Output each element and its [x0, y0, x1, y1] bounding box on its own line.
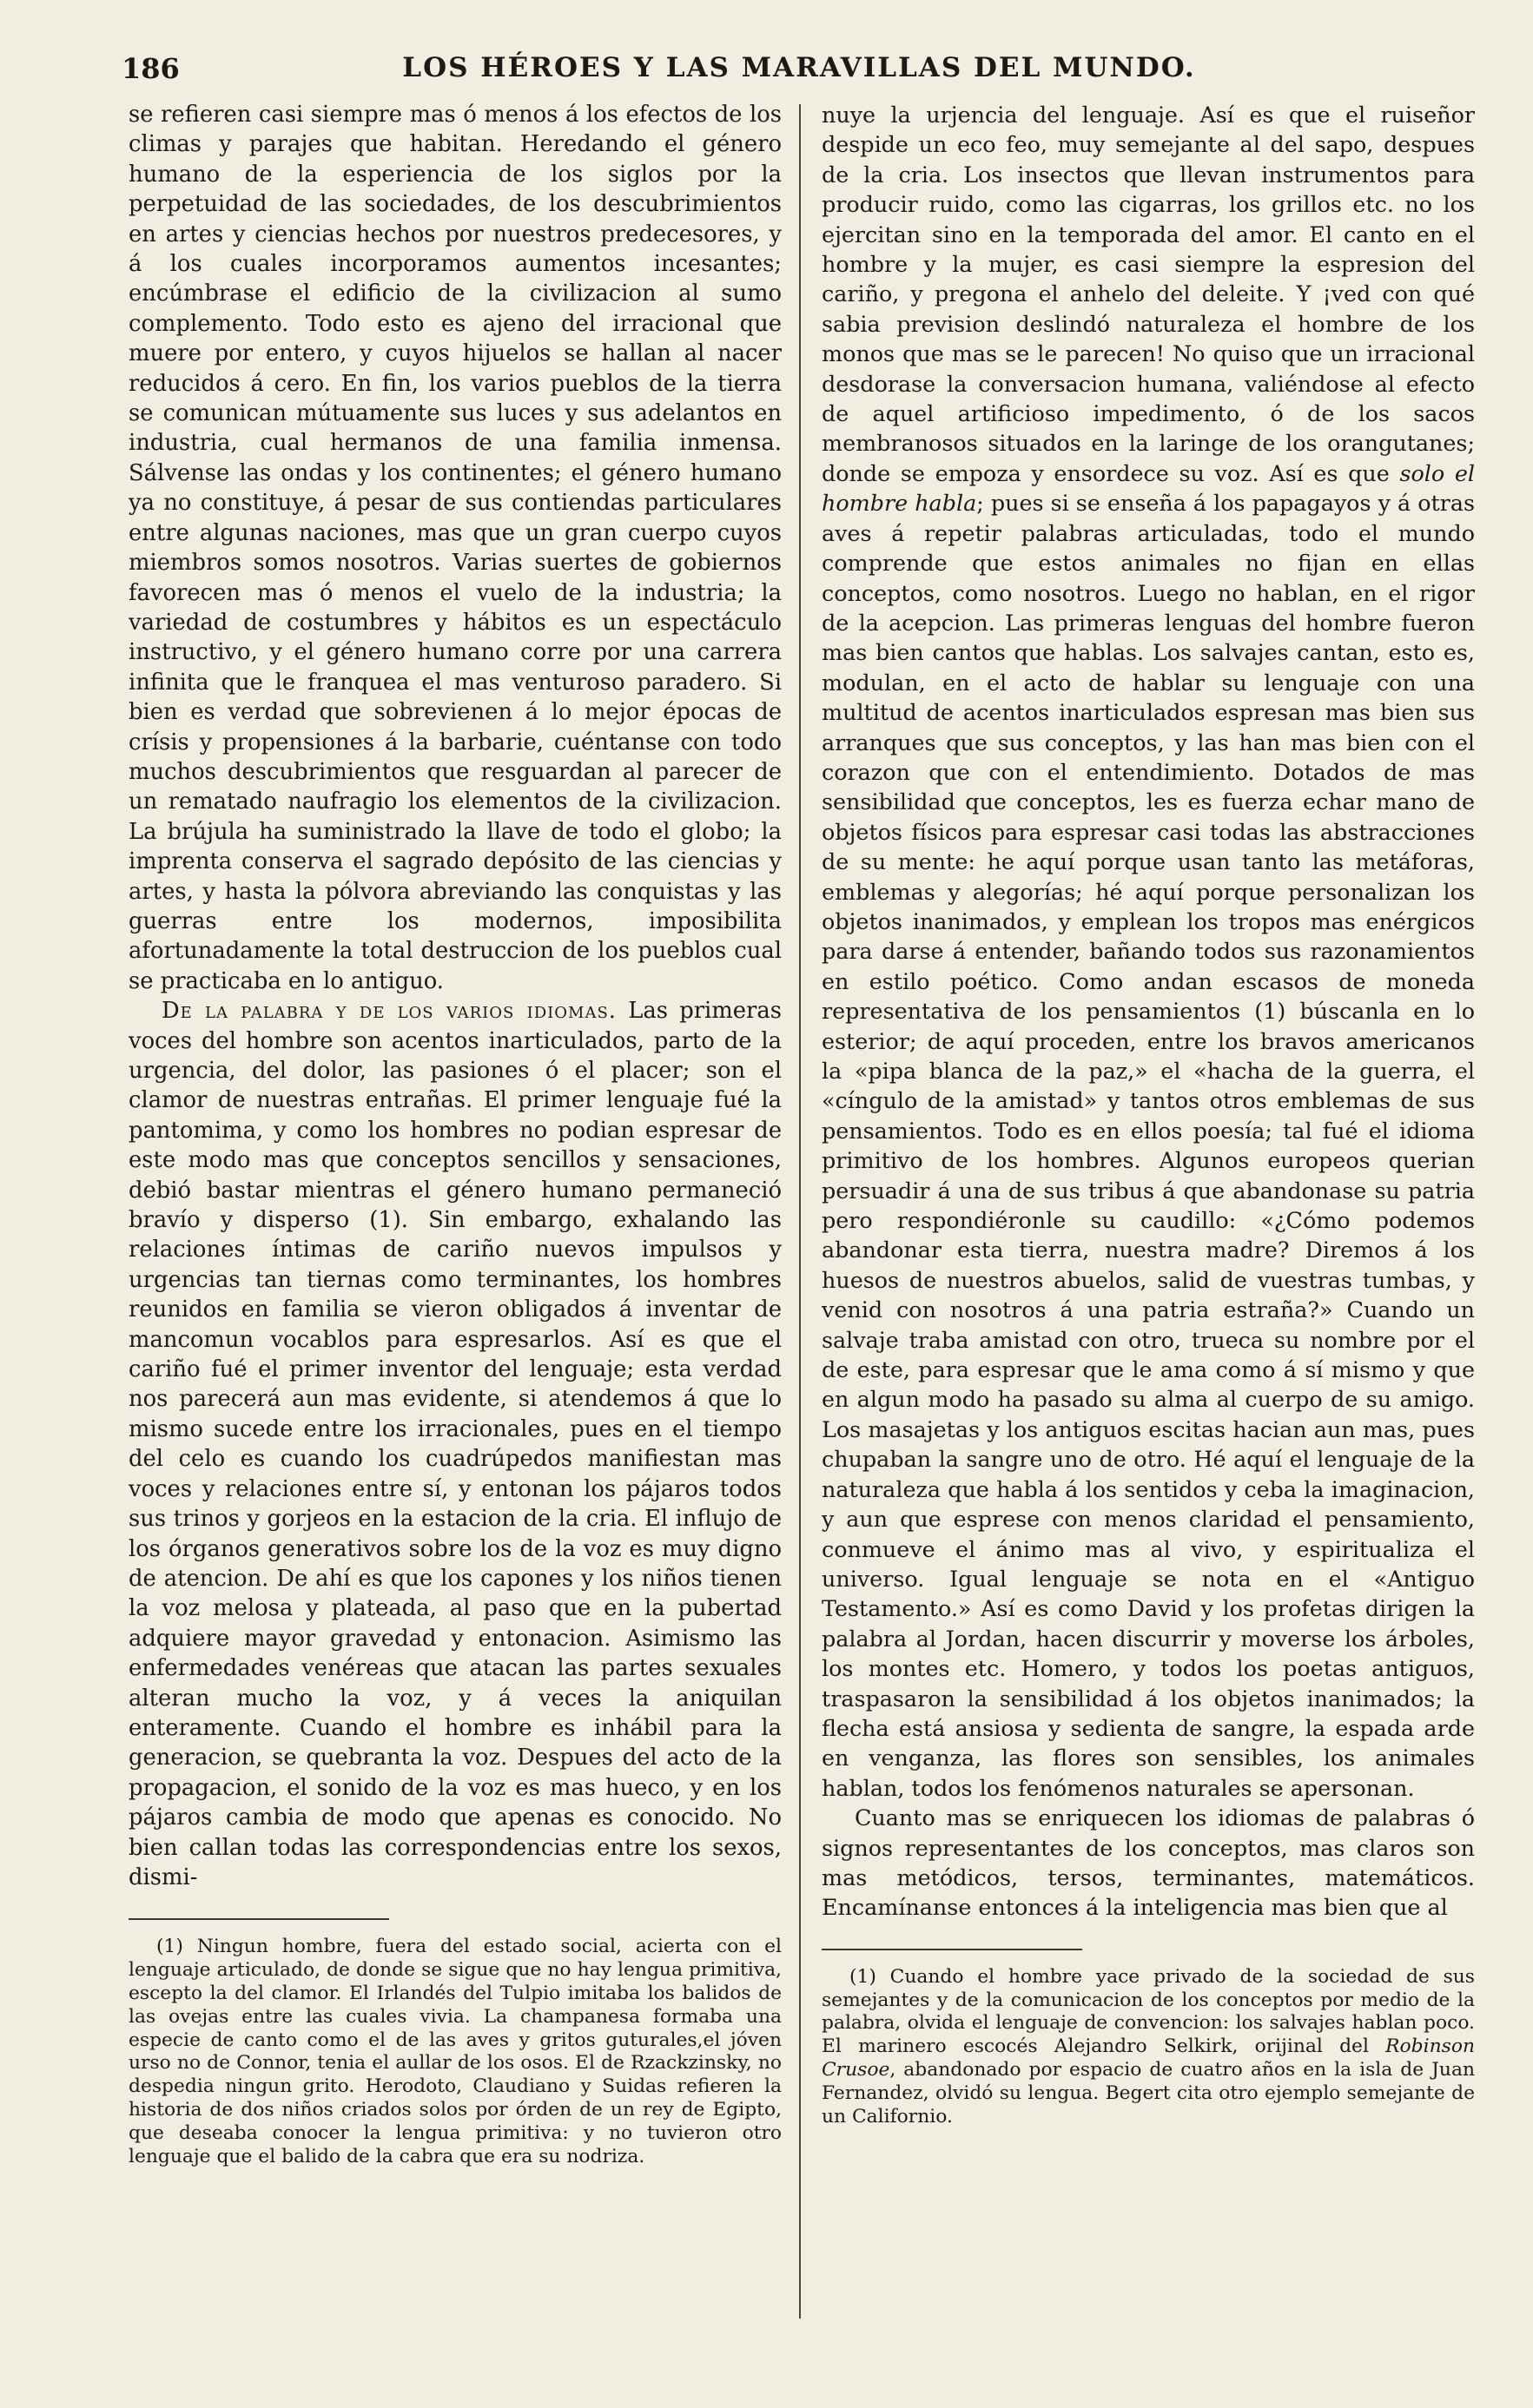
footnote-text: (1) Cuando el hombre yace privado de la sociedad de sus semejantes y de la comunicacion de los conceptos por medio de la palabra, olvida el lenguaje de convencion: los salvajes hablan poco. El marinero escocés Alejandro Selkirk, orijinal del [822, 1965, 1475, 2058]
paragraph-text: nuye la urjencia del lenguaje. Así es que el ruiseñor despide un eco feo, muy semejante al del sapo, despues de la cria. Los insectos que llevan instrumentos para producir ruido, como las cigarras, los grillos etc. no los ejercitan sino en la temporada del amor. El canto en el hombre y la mujer, es casi siempre la espresion del cariño, y pregona el anhelo del deleite. Y ¡ved con qué sabia prevision deslindó naturaleza el hombre de los monos que mas se le parecen! No quiso que un irracional desdorase la conversacion humana, valiéndose al efecto de aquel artificioso impedimento, ó de los sacos membranosos situados en la laringe de los orangutanes; donde se empoza y ensordece su voz. Así es que [822, 102, 1475, 486]
footnote-rule [822, 1949, 1082, 1950]
emphasis-text: Robinson Crusoe [822, 2035, 1475, 2081]
paragraph-text: ; pues si se enseña á los papagayos y á otras aves á repetir palabras articuladas, todo el mundo comprende que estos animales no fijan en ellas conceptos, como nosotros. Luego no hablan, en el rigor de la acepcion. Las primeras lenguas del hombre fueron mas bien cantos que hablas. Los salvajes cantan, esto es, modulan, en el acto de hablar su lenguaje con una multitud de acentos inarticulados espresan mas bien sus arranques que sus conceptos, y las han mas bien con el corazon que con el entendimiento. Dotados de mas sensibilidad que conceptos, les es fuerza echar mano de objetos físicos para espresar casi todas las abstracciones de su mente: he aquí porque usan tanto las metáforas, emblemas y alegorías; hé aquí porque personalizan los objetos inanimados, y emplean los tropos mas enérgicos para darse á entender, bañando todos sus razonamientos en estilo poético. Como andan escasos de moneda representativa de los pensamientos (1) búscanla en lo esterior; de aquí proceden, entre los bravos americanos la «pipa blanca de la paz,» el «hacha de la guerra, el «cíngulo de la amistad» y tantos otros emblemas de sus pensamientos. Todo es en ellos poesía; tal fué el idioma primitivo de los hombres. Algunos europeos querian persuadir á una de sus tribus á que abandonase su patria pero respondiéronle su caudillo: «¿Cómo podemos abandonar esta tierra, nuestra madre? Diremos á los huesos de nuestros abuelos, salid de vuestras tumbas, y venid con nosotros á una patria estraña?» Cuando un salvaje traba amistad con otro, trueca su nombre por el de este, para espresar que le ama como á sí mismo y que en algun modo ha pasado su alma al cuerpo de su amigo. Los masajetas y los antiguos escitas hacian aun mas, pues chupaban la sangre uno de otro. Hé aquí el lenguaje de la naturaleza que habla á los sentidos y ceba la imaginacion, y aun que esprese con menos claridad el pensamiento, conmueve el ánimo mas al vivo, y espiritualiza el universo. Igual lenguaje se nota en el «Antiguo Testamento.» Así es como David y los profetas dirigen la palabra al Jordan, hacen discurrir y moverse los árboles, los montes etc. Homero, y todos los poetas antiguos, traspasaron la sensibilidad á los objetos inanimados; la flecha está ansiosa y sedienta de sangre, la espada arde en venganza, las flores son sensibles, los animales hablan, todos los fenómenos naturales se apersonan. [822, 490, 1475, 1801]
running-title: LOS HÉROES Y LAS MARAVILLAS DEL MUNDO. [402, 52, 1196, 83]
paragraph-text: Las primeras voces del hombre son acentos inarticulados, parto de la urgencia, del dolor, las pasiones ó el placer; son el clamor de nuestras entrañas. El primer lenguaje fué la pantomima, y como los hombres no podian espresar de este modo mas que conceptos sencillos y sensaciones, debió bastar mientras el género humano permaneció bravío y disperso (1). Sin embargo, exhalando las relaciones íntimas de cariño nuevos impulsos y urgencias tan tiernas como terminantes, los hombres reunidos en familia se vieron obligados á inventar de mancomun vocablos para espresarlos. Así es que el cariño fué el primer inventor del lenguaje; esta verdad nos parecerá aun mas evidente, si atendemos á que lo mismo sucede entre los irracionales, pues en el tiempo del celo es cuando los cuadrúpedos manifiestan mas voces y relaciones entre sí, y entonan los pájaros todos sus trinos y gorjeos en la estacion de la cria. El influjo de los órganos generativos sobre los de la voz es muy digno de atencion. De ahí es que los capones y los niños tienen la voz melosa y plateada, al paso que en la pubertad adquiere mayor gravedad y entonacion. Asimismo las enfermedades venéreas que atacan las partes sexuales alteran mucho la voz, y á veces la aniquilan enteramente. Cuando el hombre es inhábil para la generacion, se quebranta la voz. Despues del acto de la propagacion, el sonido de la voz es mas hueco, y en los pájaros cambia de modo que apenas es conocido. No bien callan todas las correspondencias entre los sexos, dismi- [129, 998, 782, 1890]
left-column [129, 100, 782, 2392]
paragraph [822, 100, 1475, 1803]
column-divider [799, 104, 801, 2319]
footnote: (1) Ningun hombre, fuera del estado social, acierta con el lenguaje articulado, de donde se sigue que no hay lengua primitiva, escepto la del clamor. El Irlandés del Tulpio imitaba los balidos de las ovejas entre las cuales vivia. La champanesa formaba una especie de canto como el de las aves y gritos guturales,el jóven urso no de Connor, tenia el aullar de los osos. El de Rzackzinsky, no despedia ningun grito. Herodoto, Claudiano y Suidas refieren la historia de dos niños criados solos por órden de un rey de Egipto, que deseaba conocer la lengua primitiva: y no tuvieron otro lenguaje que el balido de la cabra que era su nodriza. [129, 1936, 782, 2167]
paragraph [129, 996, 782, 1892]
page-number: 186 [122, 52, 180, 85]
footnote [822, 1966, 1475, 2129]
footnote-text: , abandonado por espacio de cuatro años en la isla de Juan Fernandez, olvidó su lengua. Begert cita otro ejemplo semejante de un Californio. [822, 2058, 1475, 2128]
left-body [129, 100, 782, 1892]
right-body [822, 100, 1475, 1923]
right-column [822, 100, 1475, 2392]
section-heading: De la palabra y de los varios idiomas. [162, 998, 617, 1025]
emphasis-text: solo el hombre habla [822, 459, 1475, 517]
footnote-rule [129, 1918, 389, 1920]
paragraph: Cuanto mas se enriquecen los idiomas de palabras ó signos representantes de los conceptos, mas claros son mas metódicos, tersos, terminantes, matemáticos. Encamínanse entonces á la inteligencia mas bien que al [822, 1804, 1475, 1921]
paragraph: se refieren casi siempre mas ó menos á los efectos de los climas y parajes que habitan. Heredando el género humano de la esperiencia de los siglos por la perpetuidad de las sociedades, de los descubrimientos en artes y ciencias hechos por nuestros predecesores, y á los cuales incorporamos aumentos incesantes; encúmbrase el edificio de la civilizacion al sumo complemento. Todo esto es ajeno del irracional que muere por entero, y cuyos hijuelos se hallan al nacer reducidos á cero. En fin, los varios pueblos de la tierra se comunican mútuamente sus luces y sus adelantos en industria, cual hermanos de una familia inmensa. Sálvense las ondas y los continentes; el género humano ya no constituye, á pesar de sus contiendas particulares entre algunas naciones, mas que un gran cuerpo cuyos miembros somos nosotros. Varias suertes de gobiernos favorecen mas ó menos el vuelo de la industria; la variedad de costumbres y hábitos es un espectáculo instructivo, y el género humano corre por una carrera infinita que le franquea el mas venturoso paradero. Si bien es verdad que sobrevienen á lo mejor épocas de crísis y propensiones á la barbarie, cuéntanse con todo muchos descubrimientos que resguardan al parecer de un rematado naufragio los elementos de la civilizacion. La brújula ha suministrado la llave de todo el globo; la imprenta conserva el sagrado depósito de las ciencias y artes, y hasta la pólvora abreviando las conquistas y las guerras entre los modernos, imposibilita afortunadamente la total destruccion de los pueblos cual se practicaba en lo antiguo. [129, 102, 782, 994]
page-header [122, 52, 1477, 104]
